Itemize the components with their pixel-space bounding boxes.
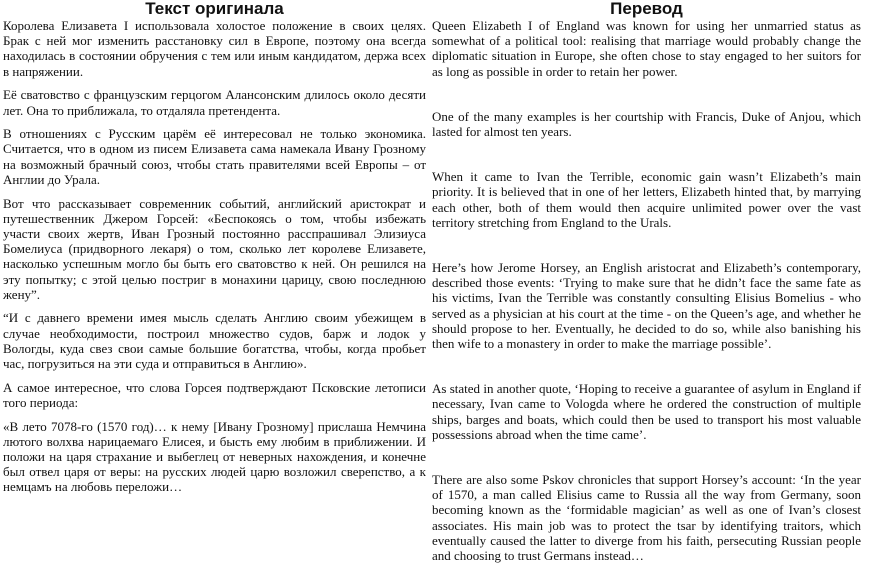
translation-paragraph-3: When it came to Ivan the Terrible, economic gain wasn’t Elizabeth’s main priority. It is believed that in one of her letters, Elizabeth hinted that, by marrying each other, both of them would then acquire unlimited power over the vast territory stretching from England to the Urals. <box>432 169 861 230</box>
translation-paragraph-6: There are also some Pskov chronicles that support Horsey’s account: ‘In the year of 1570, a man called Elisius came to Russia all the way from Germany, soon becoming known as the ‘formidable magician’ as well as one of Ivan’s closest associates. His main job was to protect the tsar by identifying traitors, which eventually caused the latter to diverge from his faith, persecuting Russian people and choosing to trust Germans instead… <box>432 472 861 563</box>
original-heading: Текст оригинала <box>145 0 284 18</box>
original-text-column <box>3 0 426 495</box>
translation-heading: Перевод <box>610 0 683 18</box>
translation-paragraph-1: Queen Elizabeth I of England was known for using her unmarried status as somewhat of a political tool: realising that marriage would probably change the diplomatic situation in Europe, she often chose to stay engaged to her suitors for as long as possible in order to retain her power. <box>432 18 861 79</box>
original-paragraph-5: “И с давнего времени имея мысль сделать Англию своим убежищем в случае необходимости, построил множество судов, барж и лодок у Вологды, куда свез свои самые большие богатства, чтобы, когда пробьет час, погрузиться на эти суда и отправиться в Англию». <box>3 310 426 372</box>
original-paragraph-1: Королева Елизавета I использовала холостое положение в своих целях. Брак с ней мог изменить расстановку сил в Европе, поэтому она всегда находилась в состоянии обручения с тем или иным кандидатом, держа всех в напряжении. <box>3 18 426 79</box>
original-paragraph-6: А самое интересное, что слова Горсея подтверждают Псковские летописи того периода: <box>3 379 426 410</box>
translation-paragraph-2: One of the many examples is her courtship with Francis, Duke of Anjou, which lasted for almost ten years. <box>432 108 861 140</box>
original-paragraph-3: В отношениях с Русским царём её интересовал не только экономика. Считается, что в одном из писем Елизавета сама намекала Ивану Грозному на возможный брачный союз, чтобы стать правителями всей Европы – от Англии до Урала. <box>3 126 426 187</box>
translation-paragraph-4: Here’s how Jerome Horsey, an English aristocrat and Elizabeth’s contemporary, described those events: ‘Trying to make sure that he didn’t face the same fate as his victims, Ivan the Terrible was constantly consulting Elisius Bomelius - who served as a physician at his court at the time - on the Queen’s age, and whether he should propose to her. Eventually, he decided to do so, while also banishing his then wife to a monastery in order to make the marriage possible’. <box>432 260 861 352</box>
original-paragraph-7: «В лето 7078-го (1570 год)… к нему [Ивану Грозному] прислаша Немчина лютого волхва нарицаемаго Елисея, и бысть ему любим в приближении. И положи на царя страхание и выбеглец от неверных нахождения, и конечне был отвел царя от веры: на русских людей царю возложил сверепство, а к немцамъ на любовь переложи… <box>3 418 426 495</box>
translation-column <box>432 0 861 563</box>
original-paragraph-4: Вот что рассказывает современник событий, английский аристократ и путешественник Джером Горсей: «Беспокоясь о том, чтобы избежать участи своих жертв, Иван Грозный постоянно расспрашивал Элизиуса Бомелиуса (придворного лекаря) о том, сколько лет королеве Елизавете, насколько успешным могло бы быть его сватовство к ней. Он решился на эту попытку; с этой целью постриг в монахини царицу, свою последнюю жену”. <box>3 195 426 302</box>
original-paragraph-2: Её сватовство с французским герцогом Алансонским длилось около десяти лет. Она то приближала, то отдаляла претендента. <box>3 87 426 118</box>
translation-paragraph-5: As stated in another quote, ‘Hoping to receive a guarantee of asylum in England if necessary, Ivan came to Vologda where he ordered the construction of multiple ships, barges and boats, which could then be used to transport his most valuable possessions abroad when the time came’. <box>432 381 861 442</box>
column-divider <box>428 0 429 495</box>
